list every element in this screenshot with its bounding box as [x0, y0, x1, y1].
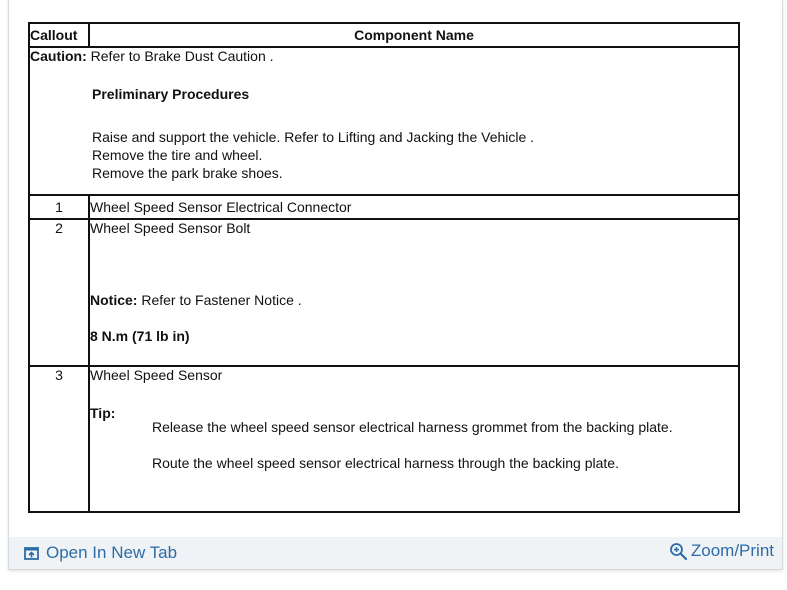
intro-cell [29, 47, 739, 195]
preliminary-procedures-title: Preliminary Procedures [92, 86, 250, 103]
caution-text: Refer to Brake Dust Caution . [90, 48, 274, 65]
component-name: Wheel Speed Sensor [90, 367, 223, 384]
notice-text: Refer to Fastener Notice . [141, 291, 302, 308]
caution-label: Caution: [30, 48, 87, 65]
procedure-document [28, 22, 740, 513]
callout-number: 3 [29, 366, 89, 512]
tip-item: Route the wheel speed sensor electrical harness through the backing plate. [152, 455, 619, 472]
component-name: Wheel Speed Sensor Electrical Connector [89, 195, 739, 219]
callout-number: 2 [29, 219, 89, 367]
zoom-in-icon [669, 542, 688, 561]
component-table [28, 22, 740, 513]
callout-column-header: Callout [29, 23, 89, 47]
notice-line [90, 292, 738, 308]
table-row [29, 195, 739, 219]
open-in-new-tab-label: Open In New Tab [46, 543, 178, 562]
preliminary-step: Remove the park brake shoes. [92, 165, 283, 182]
zoom-print-link[interactable] [669, 541, 774, 561]
zoom-print-label: Zoom/Print [690, 541, 774, 560]
open-new-tab-icon [24, 547, 39, 560]
component-cell [89, 366, 739, 512]
open-in-new-tab-link[interactable] [24, 543, 177, 563]
table-row [29, 366, 739, 512]
torque-spec: 8 N.m (71 lb in) [90, 327, 190, 344]
component-cell [89, 219, 739, 367]
preliminary-steps [92, 128, 738, 182]
preliminary-step: Remove the tire and wheel. [92, 147, 263, 164]
tip-label: Tip: [90, 405, 116, 422]
component-name: Wheel Speed Sensor Bolt [90, 219, 251, 236]
caution-line [30, 48, 738, 64]
intro-row [29, 47, 739, 195]
footer-bar [9, 537, 782, 569]
notice-label: Notice: [90, 291, 138, 308]
tip-item: Release the wheel speed sensor electrical harness grommet from the backing plate. [152, 419, 673, 436]
component-column-header: Component Name [89, 23, 739, 47]
table-header-row [29, 23, 739, 47]
callout-number: 1 [29, 195, 89, 219]
table-row [29, 219, 739, 367]
preliminary-step: Raise and support the vehicle. Refer to Lifting and Jacking the Vehicle . [92, 129, 535, 146]
